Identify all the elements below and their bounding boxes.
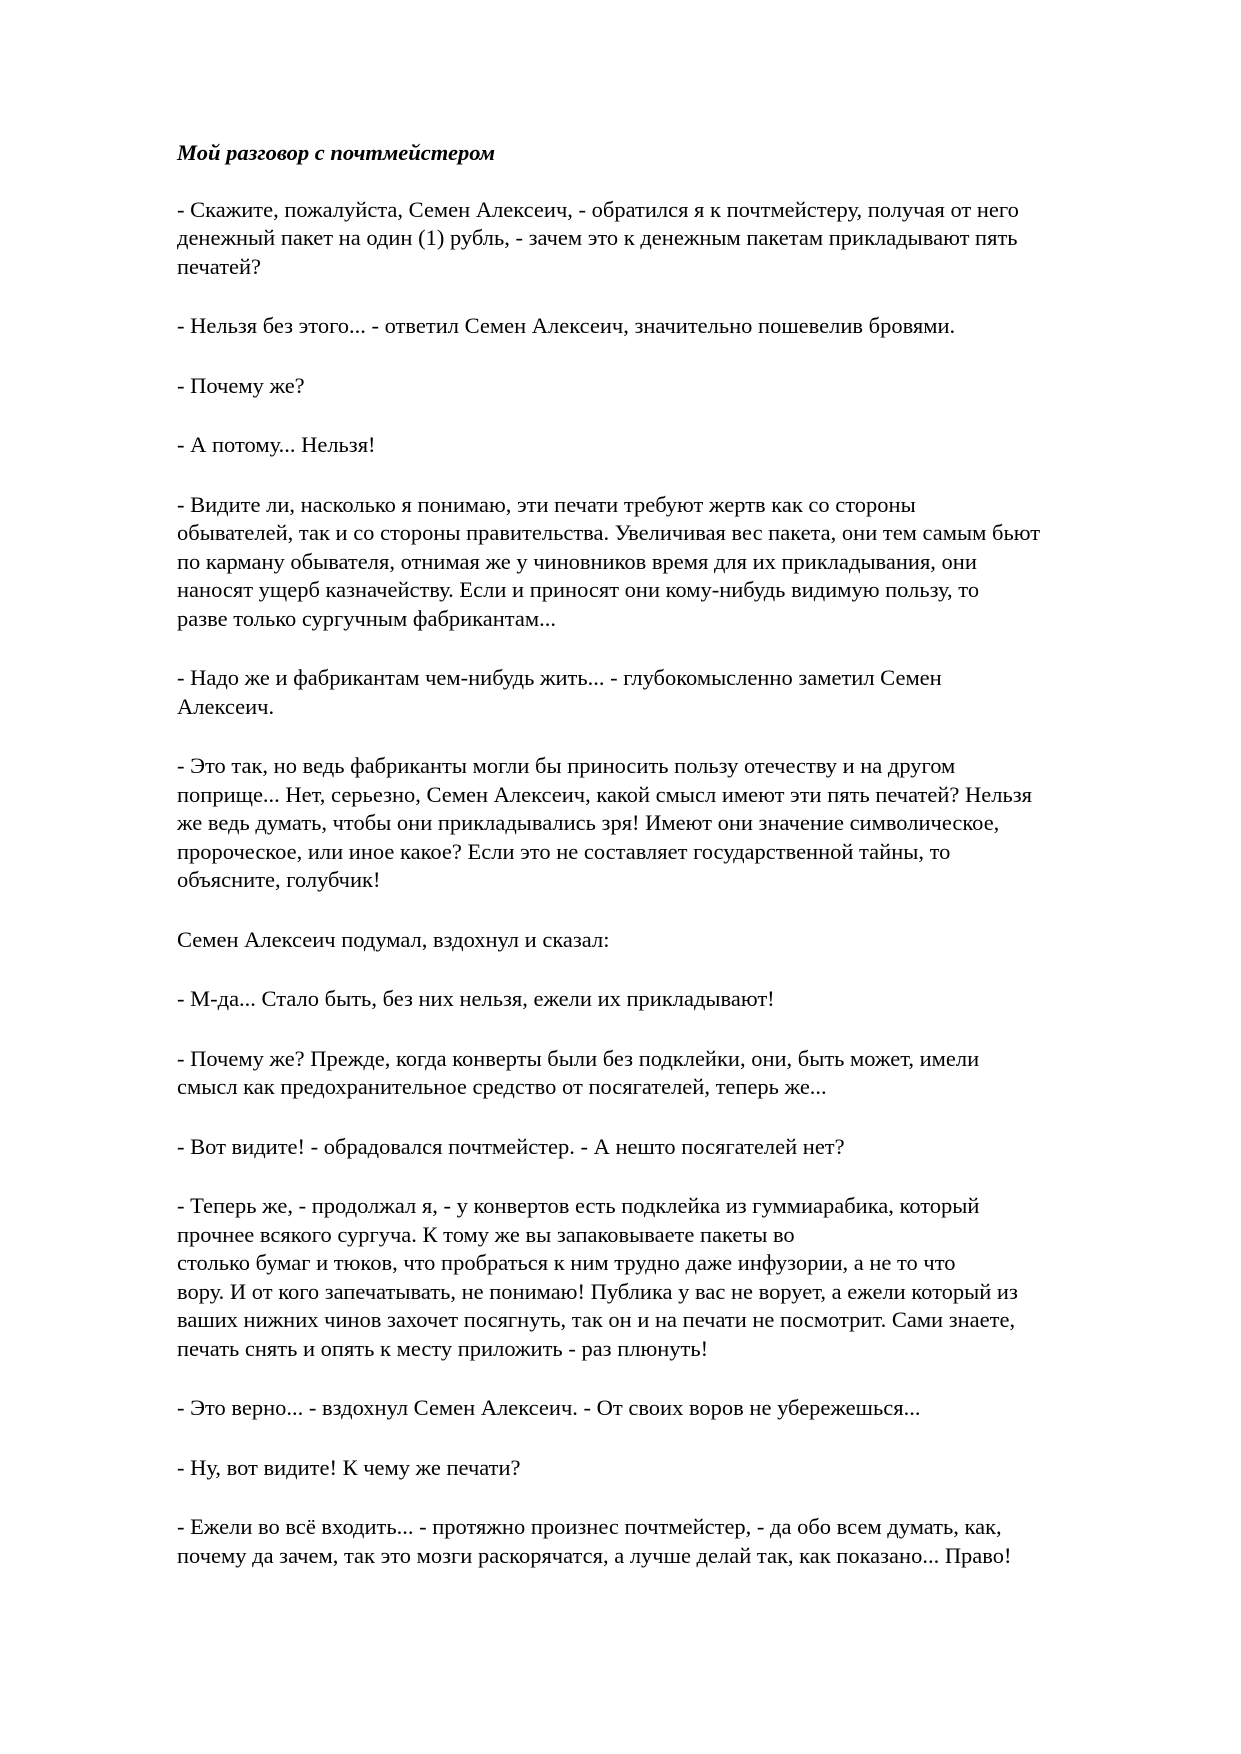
- text-line: смысл как предохранительное средство от посягателей, теперь же...: [177, 1074, 827, 1099]
- document-title: Мой разговор с почтмейстером: [177, 140, 496, 165]
- text-line: печать снять и опять к месту приложить - раз плюнуть!: [177, 1335, 709, 1361]
- text-line: обывателей, так и со стороны правительства. Увеличивая вес пакета, они тем самым бьют: [177, 520, 1041, 545]
- document-page: [177, 139, 1157, 1601]
- paragraph: [177, 926, 1157, 955]
- text-line: - Это так, но ведь фабриканты могли бы приносить пользу отечеству и на другом: [177, 753, 956, 778]
- text-line: - Почему же? Прежде, когда конверты были без подклейки, они, быть может, имели: [177, 1045, 980, 1071]
- paragraph: [177, 985, 1157, 1014]
- text-line: столько бумаг и тюков, что пробраться к ним трудно даже инфузории, а не то что: [177, 1250, 956, 1275]
- paragraph: [177, 491, 1157, 634]
- text-line: - А потому... Нельзя!: [177, 432, 376, 457]
- paragraph: [177, 664, 1157, 721]
- text-line: - Нельзя без этого... - ответил Семен Алексеич, значительно пошевелив бровями.: [177, 313, 956, 338]
- text-line: - Ну, вот видите! К чему же печати?: [177, 1454, 521, 1480]
- text-line: - Теперь же, - продолжал я, - у конвертов есть подклейка из гуммиарабика, который: [177, 1193, 980, 1218]
- text-line: - Надо же и фабрикантам чем-нибудь жить... - глубокомысленно заметил Семен: [177, 665, 942, 690]
- text-line: прочнее всякого сургуча. К тому же вы запаковываете пакеты во: [177, 1221, 795, 1247]
- text-line: по карману обывателя, отнимая же у чиновников время для их прикладывания, они: [177, 548, 977, 574]
- text-line: Алексеич.: [177, 693, 275, 719]
- text-line: Семен Алексеич подумал, вздохнул и сказал:: [177, 926, 610, 952]
- text-line: почему да зачем, так это мозги раскорячатся, а лучше делай так, как показано... Право!: [177, 1542, 1012, 1568]
- paragraph: [177, 1513, 1157, 1570]
- text-line: - Скажите, пожалуйста, Семен Алексеич, - обратился я к почтмейстеру, получая от него: [177, 196, 1019, 222]
- paragraph: [177, 1045, 1157, 1102]
- paragraph: [177, 431, 1157, 460]
- text-line: разве только сургучным фабрикантам...: [177, 605, 557, 631]
- paragraph: [177, 752, 1157, 895]
- text-line: же ведь думать, чтобы они прикладывались зря! Имеют они значение символическое,: [177, 810, 1000, 835]
- text-line: поприще... Нет, серьезно, Семен Алексеич, какой смысл имеют эти пять печатей? Нельзя: [177, 781, 1032, 807]
- paragraph: [177, 1192, 1157, 1363]
- text-line: - Ежели во всё входить... - протяжно произнес почтмейстер, - да обо всем думать, как,: [177, 1514, 1002, 1539]
- text-line: наносят ущерб казначейству. Если и приносят они кому-нибудь видимую пользу, то: [177, 577, 980, 602]
- paragraph: [177, 1454, 1157, 1483]
- text-line: - Это верно... - вздохнул Семен Алексеич. - От своих воров не убережешься...: [177, 1395, 921, 1420]
- paragraph: [177, 196, 1157, 282]
- text-line: вору. И от кого запечатывать, не понимаю! Публика у вас не ворует, а ежели который из: [177, 1278, 1018, 1304]
- paragraph: [177, 312, 1157, 341]
- text-line: - Видите ли, насколько я понимаю, эти печати требуют жертв как со стороны: [177, 491, 916, 517]
- paragraph: [177, 1133, 1157, 1162]
- text-line: объясните, голубчик!: [177, 867, 381, 892]
- text-line: денежный пакет на один (1) рубль, - зачем это к денежным пакетам прикладывают пять: [177, 225, 1018, 250]
- text-line: - М-да... Стало быть, без них нельзя, ежели их прикладывают!: [177, 986, 775, 1011]
- paragraph: [177, 1394, 1157, 1423]
- paragraph: [177, 372, 1157, 401]
- text-line: - Почему же?: [177, 372, 305, 398]
- text-line: - Вот видите! - обрадовался почтмейстер. - А нешто посягателей нет?: [177, 1133, 845, 1159]
- text-line: пророческое, или иное какое? Если это не составляет государственной тайны, то: [177, 838, 951, 864]
- text-line: ваших нижних чинов захочет посягнуть, так он и на печати не посмотрит. Сами знаете,: [177, 1307, 1016, 1332]
- text-line: печатей?: [177, 253, 262, 279]
